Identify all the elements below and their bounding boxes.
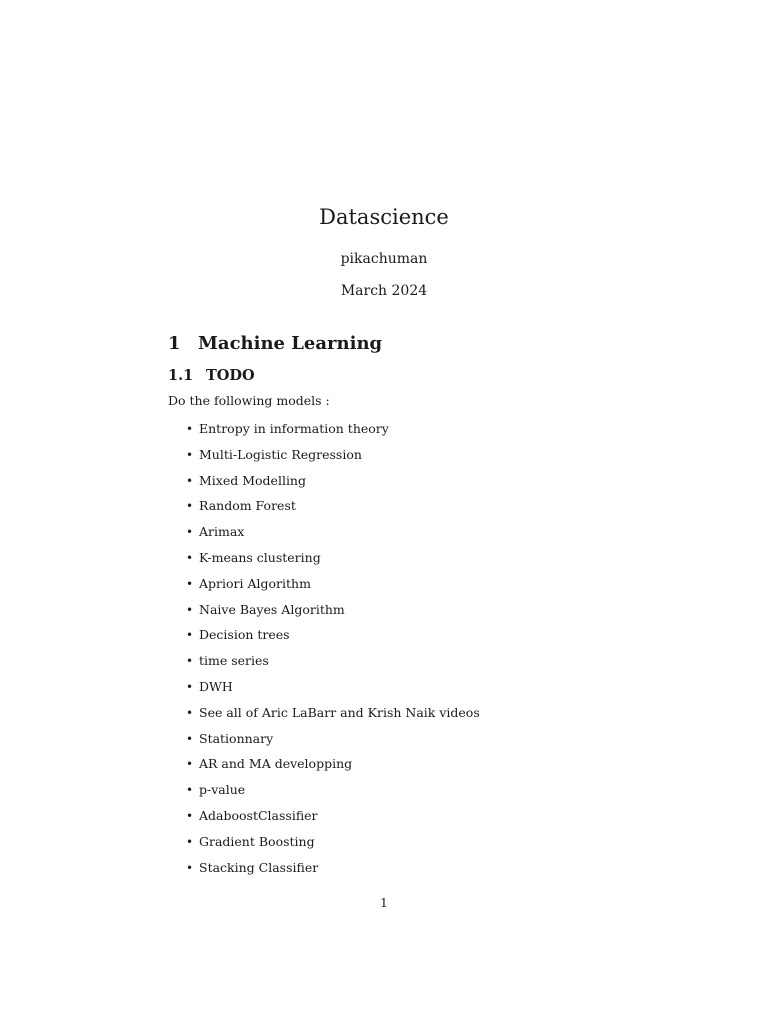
list-item bbox=[186, 833, 480, 859]
list-item bbox=[186, 652, 480, 678]
bullet-icon: • bbox=[186, 834, 194, 849]
list-item-text: Naive Bayes Algorithm bbox=[199, 601, 345, 617]
bullet-icon: • bbox=[186, 705, 194, 720]
bullet-icon: • bbox=[186, 576, 194, 591]
list-item-text: Stationnary bbox=[199, 730, 274, 746]
list-item-text: Decision trees bbox=[199, 627, 290, 643]
list-item bbox=[186, 678, 480, 704]
list-item bbox=[186, 626, 480, 652]
list-item-text: Gradient Boosting bbox=[199, 833, 315, 849]
section-number: 1 bbox=[168, 333, 181, 354]
list-item bbox=[186, 446, 480, 472]
subsection-heading bbox=[168, 367, 255, 384]
list-item bbox=[186, 523, 480, 549]
list-item bbox=[186, 807, 480, 833]
list-item-text: AdaboostClassifier bbox=[199, 807, 318, 823]
list-item-text: Stacking Classifier bbox=[199, 859, 319, 875]
list-item bbox=[186, 704, 480, 730]
todo-list bbox=[186, 420, 480, 884]
bullet-icon: • bbox=[186, 757, 194, 772]
list-item bbox=[186, 730, 480, 756]
document-date: March 2024 bbox=[340, 283, 428, 299]
list-item bbox=[186, 781, 480, 807]
bullet-icon: • bbox=[186, 602, 194, 617]
bullet-icon: • bbox=[186, 860, 194, 875]
document-author: pikachuman bbox=[340, 251, 428, 267]
list-item-text: Multi-Logistic Regression bbox=[199, 446, 362, 462]
list-item bbox=[186, 755, 480, 781]
list-item bbox=[186, 497, 480, 523]
list-item-text: Mixed Modelling bbox=[199, 472, 306, 488]
bullet-icon: • bbox=[186, 525, 194, 540]
section-title: Machine Learning bbox=[198, 333, 383, 354]
list-item-text: p-value bbox=[199, 782, 246, 798]
bullet-icon: • bbox=[186, 628, 194, 643]
list-item-text: Random Forest bbox=[199, 498, 296, 514]
list-item-text: DWH bbox=[199, 678, 233, 694]
list-item-text: Entropy in information theory bbox=[199, 421, 389, 436]
list-item bbox=[186, 601, 480, 627]
bullet-icon: • bbox=[186, 679, 194, 694]
subsection-number: 1.1 bbox=[168, 367, 194, 384]
list-item bbox=[186, 575, 480, 601]
bullet-icon: • bbox=[186, 783, 194, 798]
bullet-icon: • bbox=[186, 808, 194, 823]
bullet-icon: • bbox=[186, 654, 194, 669]
list-item bbox=[186, 420, 480, 446]
intro-paragraph: Do the following models : bbox=[168, 393, 330, 408]
bullet-icon: • bbox=[186, 422, 194, 436]
list-item bbox=[186, 549, 480, 575]
bullet-icon: • bbox=[186, 447, 194, 462]
list-item-text: AR and MA developping bbox=[199, 756, 353, 772]
list-item bbox=[186, 472, 480, 498]
bullet-icon: • bbox=[186, 473, 194, 488]
subsection-title: TODO bbox=[206, 367, 255, 384]
page-number: 1 bbox=[380, 896, 388, 910]
bullet-icon: • bbox=[186, 731, 194, 746]
list-item-text: Arimax bbox=[199, 524, 245, 540]
bullet-icon: • bbox=[186, 550, 194, 565]
list-item-text: See all of Aric LaBarr and Krish Naik videos bbox=[199, 704, 480, 720]
list-item-text: K-means clustering bbox=[199, 549, 321, 565]
list-item-text: time series bbox=[199, 653, 269, 669]
bullet-icon: • bbox=[186, 499, 194, 514]
document-title: Datascience bbox=[319, 205, 449, 229]
list-item bbox=[186, 859, 480, 885]
list-item-text: Apriori Algorithm bbox=[199, 575, 311, 591]
section-heading bbox=[168, 333, 382, 354]
